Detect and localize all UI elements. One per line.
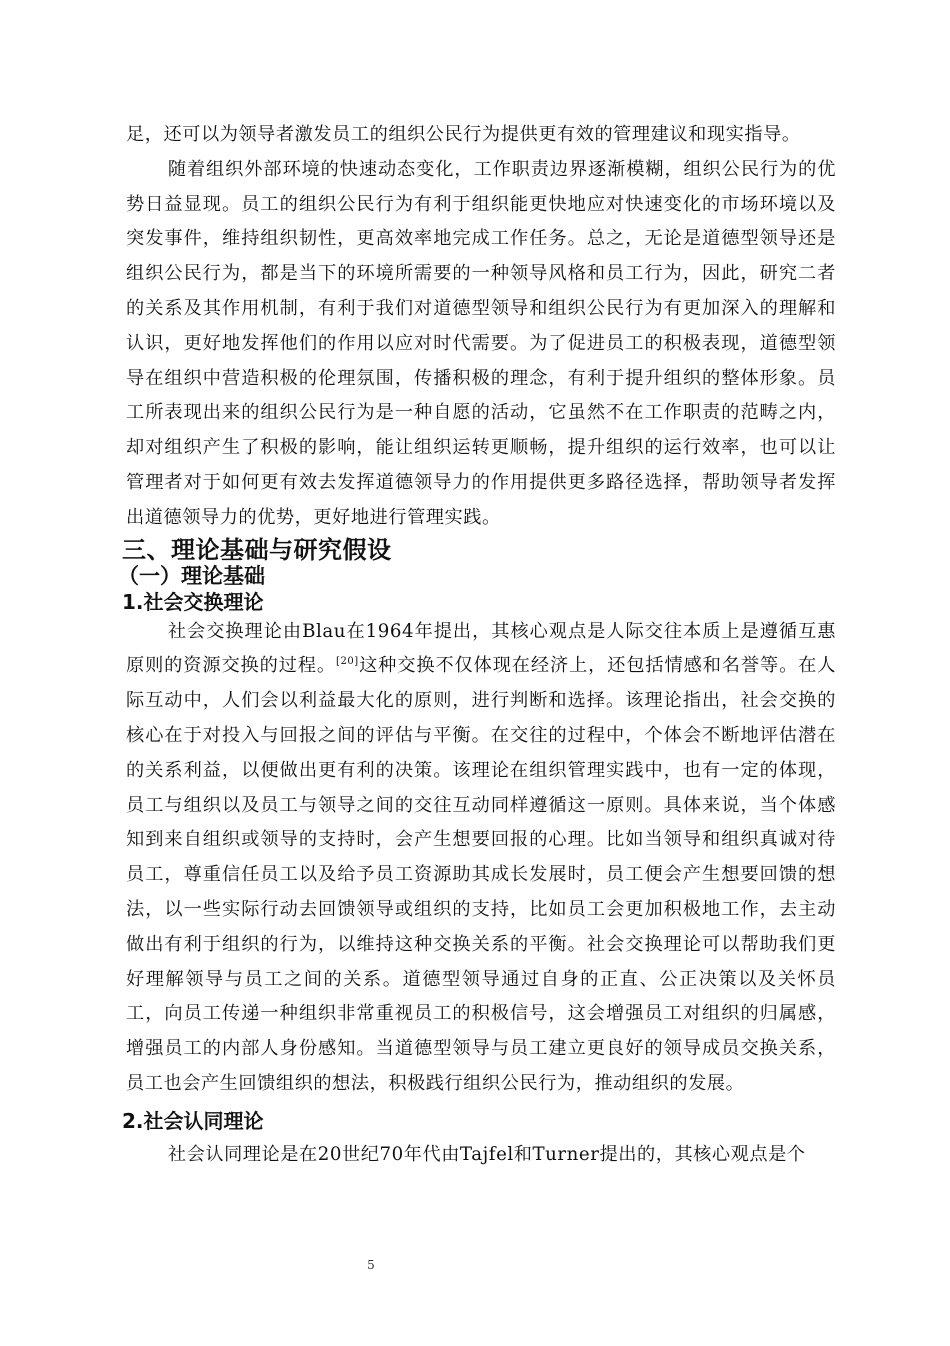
paragraph-social-exchange — [126, 615, 836, 1102]
citation-ref: [20] — [336, 656, 359, 668]
page-body — [118, 118, 836, 1173]
subsection-heading-social-exchange: 1.社会交换理论 — [122, 589, 264, 614]
paragraph-continuation: 足，还可以为领导者激发员工的组织公民行为提供更有效的管理建议和现实指导。 — [126, 124, 801, 145]
text-after-citation: 这种交换不仅体现在经济上，还包括情感和名誉等。在人际互动中，人们会以利益最大化的原则，进行判断和选择。该理论指出，社会交换的核心在于对投入与回报之间的评估与平衡。在交往的过程中，个体会不断地评估潜在的关系利益，以便做出更有利的决策。该理论在组织管理实践中，也有一定的体现，员工与组织以及员工与领导之间的交往互动同样遵循这一原则。具体来说，当个体感知到来自组织或领导的支持时，会产生想要回报的心理。比如当领导和组织真诚对待员工，尊重信任员工以及给予员工资源助其成长发展时，员工便会产生想要回馈的想法，以一些实际行动去回馈领导或组织的支持，比如员工会更加积极地工作，去主动做出有利于组织的行为，以维持这种交换关系的平衡。社会交换理论可以帮助我们更好理解领导与员工之间的关系。道德型领导通过自身的正直、公正决策以及关怀员工，向员工传递一种组织非常重视员工的积极信号，这会增强员工对组织的归属感，增强员工的内部人身份感知。当道德型领导与员工建立更良好的领导成员交换关系，员工也会产生回馈组织的想法，积极践行组织公民行为，推动组织的发展。 — [126, 655, 836, 1094]
section-heading: （一）理论基础 — [118, 563, 265, 588]
chapter-heading: 三、理论基础与研究假设 — [122, 535, 392, 564]
subsection-heading-social-identity: 2.社会认同理论 — [122, 1108, 264, 1133]
page-number: 5 — [367, 1258, 375, 1272]
paragraph-ocb-advantages: 随着组织外部环境的快速动态变化，工作职责边界逐渐模糊，组织公民行为的优势日益显现。员工的组织公民行为有利于组织能更快地应对快速变化的市场环境以及突发事件，维持组织韧性，更高效率地完成工作任务。总之，无论是道德型领导还是组织公民行为，都是当下的环境所需要的一种领导风格和员工行为，因此，研究二者的关系及其作用机制，有利于我们对道德型领导和组织公民行为有更加深入的理解和认识，更好地发挥他们的作用以应对时代需要。为了促进员工的积极表现，道德型领导在组织中营造积极的伦理氛围，传播积极的理念，有利于提升组织的整体形象。员工所表现出来的组织公民行为是一种自愿的活动，它虽然不在工作职责的范畴之内，却对组织产生了积极的影响，能让组织运转更顺畅，提升组织的运行效率，也可以让管理者对于如何更有效去发挥道德领导力的作用提供更多路径选择，帮助领导者发挥出道德领导力的优势，更好地进行管理实践。 — [126, 158, 836, 528]
text-before-citation: 社会交换理论由Blau在1964年提出，其核心观点是人际交往本质上是遵循互惠原则的资源交换的过程。 — [126, 620, 836, 677]
paragraph-social-identity: 社会认同理论是在20世纪70年代由Tajfel和Turner提出的，其核心观点是个 — [167, 1143, 806, 1165]
